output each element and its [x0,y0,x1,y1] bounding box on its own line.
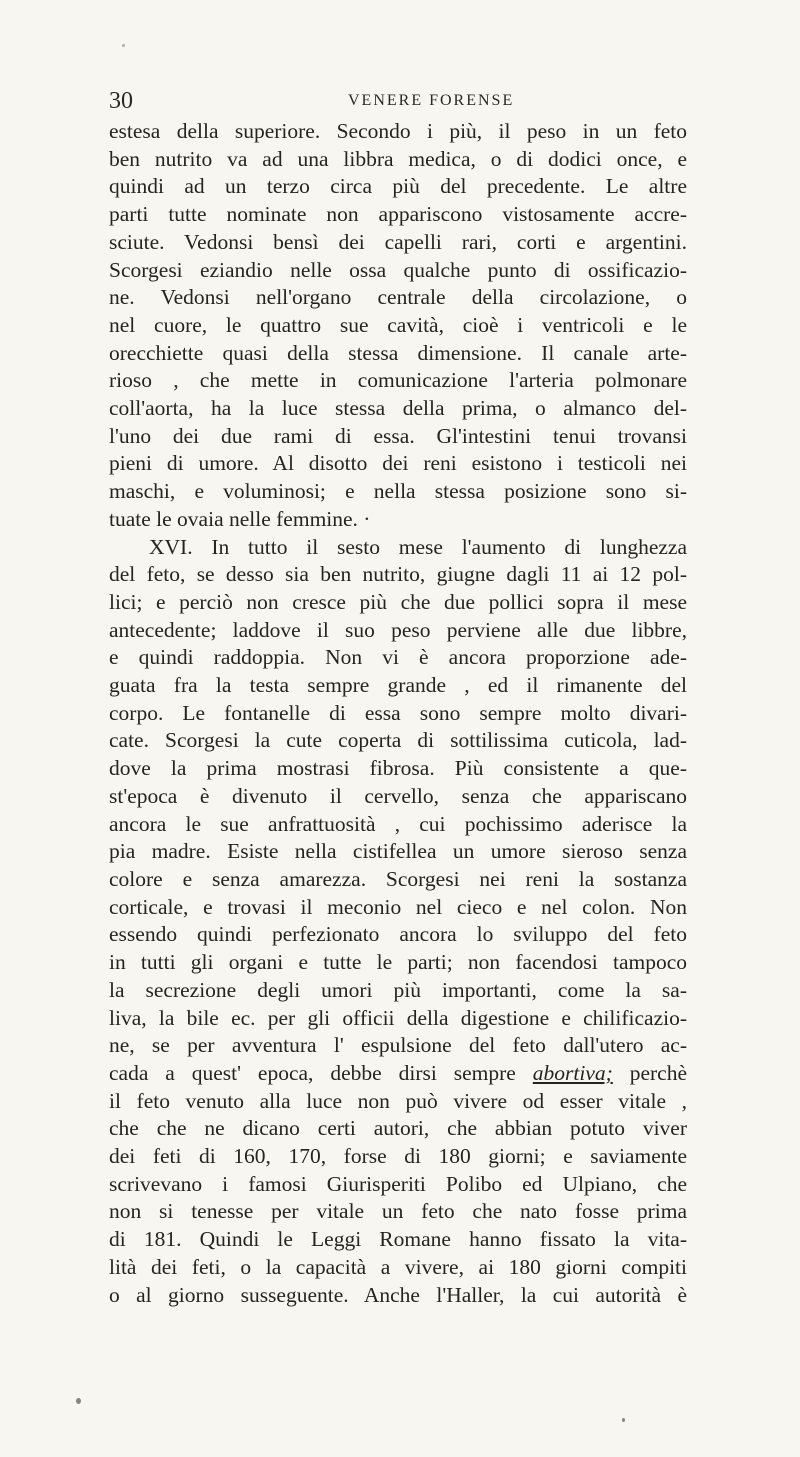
text-line: st'epoca è divenuto il cervello, senza che appariscano [109,783,687,808]
text-line: ne, se per avventura l' espulsione del feto dall'utero ac- [109,1033,687,1058]
text-line: estesa della superiore. Secondo i più, il peso in un feto [109,119,687,143]
paper-speck [76,1398,81,1404]
text-line: essendo quindi perfezionato ancora lo sviluppo del feto [109,922,687,947]
paper-speck [122,44,125,47]
text-line: liva, la bile ec. per gli officii della digestione e chilificazio- [109,1005,687,1030]
text-line: e quindi raddoppia. Non vi è ancora proporzione ade- [109,645,687,670]
text-line: rioso , che mette in comunicazione l'arteria polmonare [109,368,687,393]
text-line: l'uno dei due rami di essa. Gl'intestini tenui trovansi [109,423,687,448]
section-start-line: XVI. In tutto il sesto mese l'aumento di lunghezza [149,534,687,559]
text-line: orecchiette quasi della stessa dimensione. Il canale arte- [109,340,687,365]
text-line: la secrezione degli umori più importanti, come la sa- [109,977,687,1002]
text-line: ne. Vedonsi nell'organo centrale della circolazione, o [109,285,687,310]
text-line: che che ne dicano certi autori, che abbian potuto viver [109,1116,687,1141]
text-line: in tutti gli organi e tutte le parti; non facendosi tampoco [109,950,687,975]
text-line: lità dei feti, o la capacità a vivere, ai 180 giorni compiti [109,1254,687,1279]
text-line: del feto, se desso sia ben nutrito, giugne dagli 11 ai 12 pol- [109,562,687,587]
text-line: pieni di umore. Al disotto dei reni esistono i testicoli nei [109,451,687,476]
text-line: cate. Scorgesi la cute coperta di sottilissima cuticola, lad- [109,728,687,753]
text-segment: cada a quest' epoca, debbe dirsi sempre [109,1060,516,1085]
body-text [109,118,687,1309]
text-line: coll'aorta, ha la luce stessa della prima, o almanco del- [109,396,687,421]
text-line: guata fra la testa sempre grande , ed il rimanente del [109,673,687,698]
paper-speck [622,1418,625,1422]
text-line: scrivevano i famosi Giurisperiti Polibo ed Ulpiano, che [109,1171,687,1196]
text-line: pia madre. Esiste nella cistifellea un umore sieroso senza [109,839,687,864]
text-line: colore e senza amarezza. Scorgesi nei reni la sostanza [109,866,687,891]
text-line: ancora le sue anfrattuosità , cui pochissimo aderisce la [109,811,687,836]
text-line: non si tenesse per vitale un feto che nato fosse prima [109,1199,687,1224]
running-title: VENERE FORENSE [348,92,515,109]
text-line: corpo. Le fontanelle di essa sono sempre molto divari- [109,700,687,725]
text-line: o al giorno susseguente. Anche l'Haller, la cui autorità è [109,1282,687,1307]
text-line: dei feti di 160, 170, forse di 180 giorni; e saviamente [109,1144,687,1169]
text-line: corticale, e trovasi il meconio nel cieco e nel colon. Non [109,894,687,919]
text-line: nel cuore, le quattro sue cavità, cioè i ventricoli e le [109,312,687,337]
text-line: quindi ad un terzo circa più del precedente. Le altre [109,174,687,199]
text-line: dove la prima mostrasi fibrosa. Più consistente a que- [109,756,687,781]
text-line: antecedente; laddove il suo peso perviene alle due libbre, [109,617,687,642]
text-line: lici; e perciò non cresce più che due pollici sopra il mese [109,589,687,614]
text-line: tuate le ovaia nelle femmine. · [109,506,371,531]
page-number: 30 [109,88,133,114]
text-line: parti tutte nominate non appariscono vistosamente accre- [109,202,687,227]
text-line: maschi, e voluminosi; e nella stessa posizione sono si- [109,479,687,504]
text-line: sciute. Vedonsi bensì dei capelli rari, corti e argentini. [109,229,687,254]
italic-word: abortiva; [532,1060,613,1085]
text-line: ben nutrito va ad una libbra medica, o di dodici once, e [109,146,687,171]
text-line: il feto venuto alla luce non può vivere od esser vitale , [109,1088,687,1113]
text-line: di 181. Quindi le Leggi Romane hanno fissato la vita- [109,1227,687,1252]
page-header [109,88,684,116]
text-line-with-emphasis [109,1060,687,1088]
text-line: Scorgesi eziandio nelle ossa qualche punto di ossificazio- [109,257,687,282]
text-segment: perchè [629,1060,688,1085]
